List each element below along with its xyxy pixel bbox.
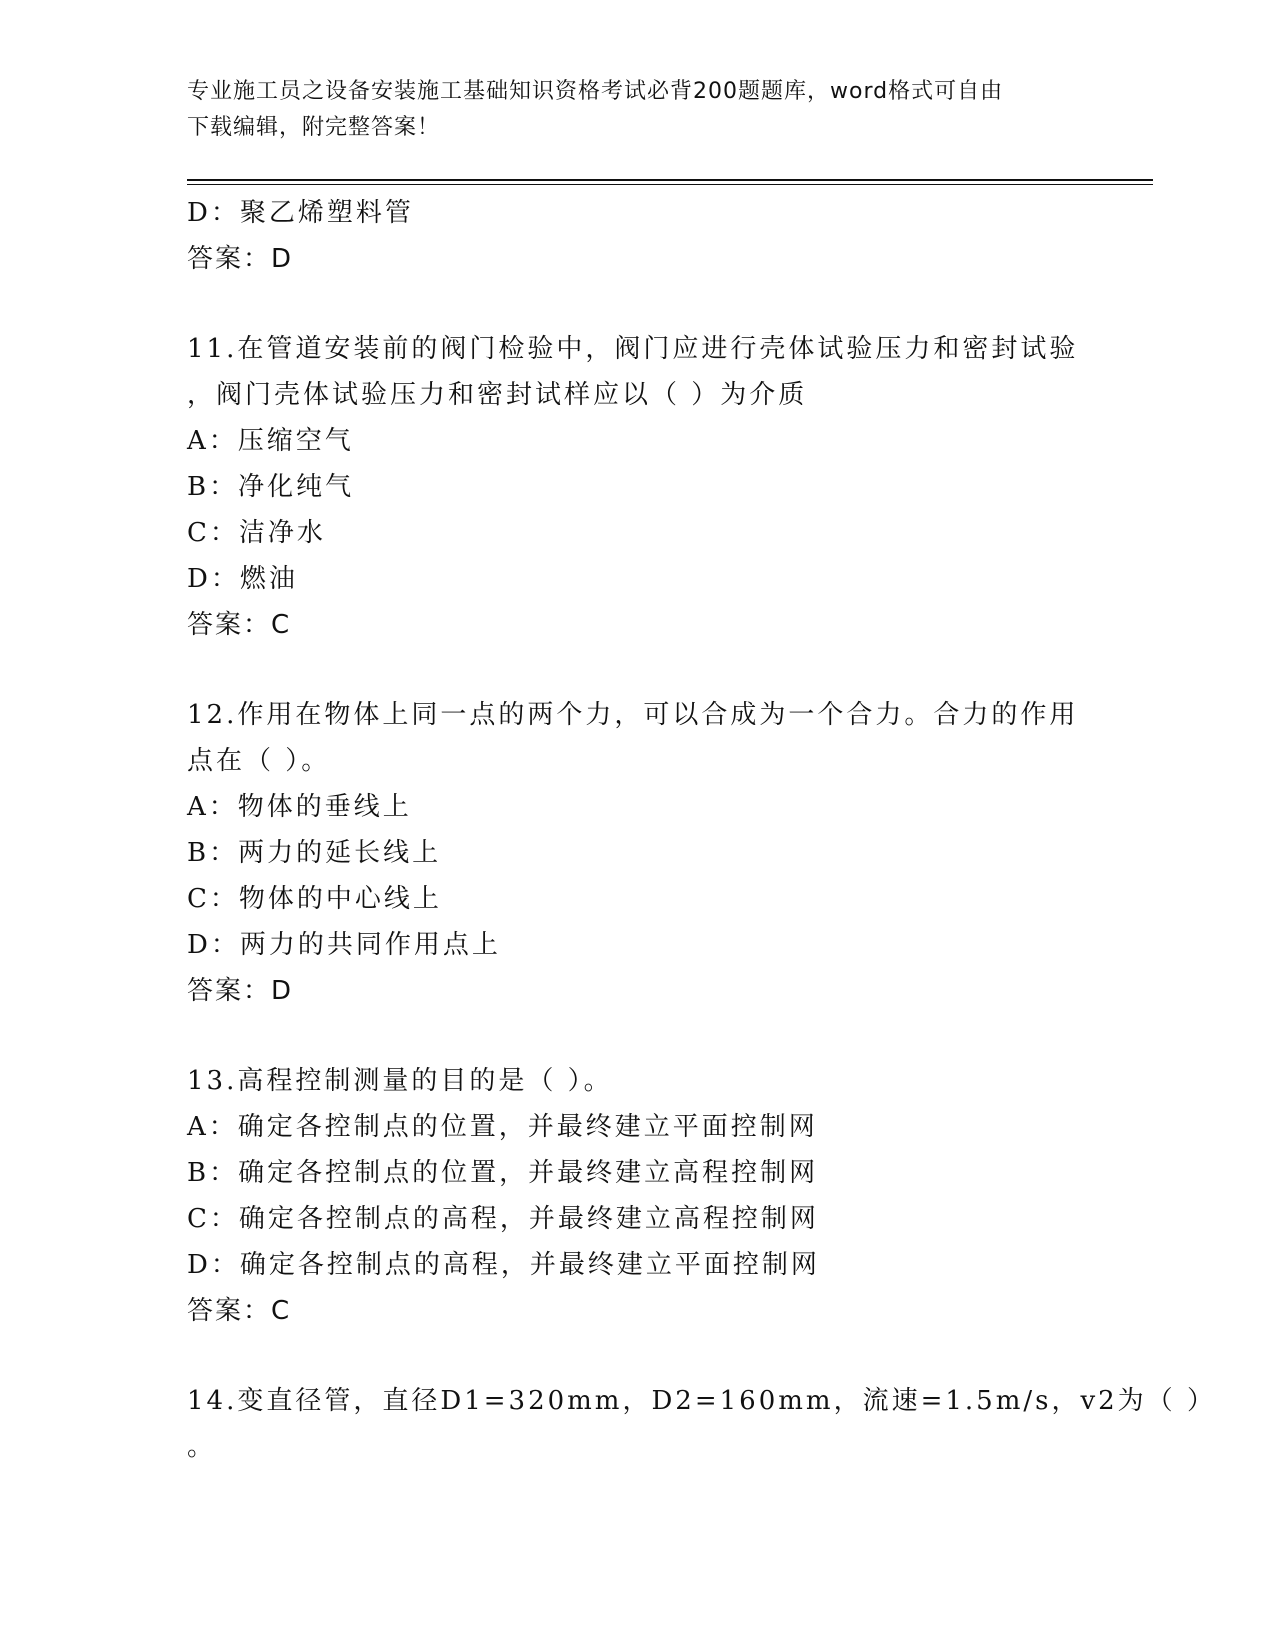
option-a: A：物体的垂线上 — [187, 792, 412, 822]
question-text-line-1: 12.作用在物体上同一点的两个力，可以合成为一个合力。合力的作用 — [187, 700, 1079, 730]
previous-question-tail — [187, 190, 1087, 282]
answer-line: 答案：D — [187, 976, 294, 1006]
option-a: A：压缩空气 — [187, 426, 354, 456]
answer-line: 答案：D — [187, 244, 294, 274]
option-c: C：确定各控制点的高程，并最终建立高程控制网 — [187, 1204, 819, 1234]
answer-line: 答案：C — [187, 610, 292, 640]
option-b: B：确定各控制点的位置，并最终建立高程控制网 — [187, 1158, 819, 1188]
question-14 — [187, 1378, 1216, 1470]
option-d: D：聚乙烯塑料管 — [187, 198, 414, 228]
option-b: B：两力的延长线上 — [187, 838, 442, 868]
question-text-line-2: 点在（ ）。 — [187, 746, 331, 776]
question-text-line-1: 13.高程控制测量的目的是（ ）。 — [187, 1066, 613, 1096]
document-header — [187, 74, 1067, 146]
question-text-line-1: 14.变直径管，直径D1=320mm，D2=160mm，流速=1.5m/s，v2为（ ） — [187, 1386, 1216, 1416]
answer-line: 答案：C — [187, 1296, 292, 1326]
question-13 — [187, 1058, 1087, 1334]
option-b: B：净化纯气 — [187, 472, 355, 502]
question-text-line-1: 11.在管道安装前的阀门检验中，阀门应进行壳体试验压力和密封试验 — [187, 334, 1079, 364]
header-line-2: 下载编辑，附完整答案！ — [187, 115, 441, 140]
option-a: A：确定各控制点的位置，并最终建立平面控制网 — [187, 1112, 818, 1142]
document-body — [187, 190, 1216, 1470]
option-d: D：燃油 — [187, 564, 298, 594]
question-text-line-2: 。 — [187, 1432, 217, 1462]
question-text-line-2: ，阀门壳体试验压力和密封试样应以（ ）为介质 — [187, 380, 808, 410]
question-12 — [187, 692, 1087, 1014]
header-divider-thick — [187, 179, 1153, 181]
option-d: D：两力的共同作用点上 — [187, 930, 501, 960]
option-d: D：确定各控制点的高程，并最终建立平面控制网 — [187, 1250, 820, 1280]
option-c: C：物体的中心线上 — [187, 884, 442, 914]
option-c: C：洁净水 — [187, 518, 326, 548]
question-11 — [187, 326, 1087, 648]
header-line-1: 专业施工员之设备安装施工基础知识资格考试必背200题题库，word格式可自由 — [187, 79, 1004, 104]
header-divider-thin — [187, 184, 1153, 185]
